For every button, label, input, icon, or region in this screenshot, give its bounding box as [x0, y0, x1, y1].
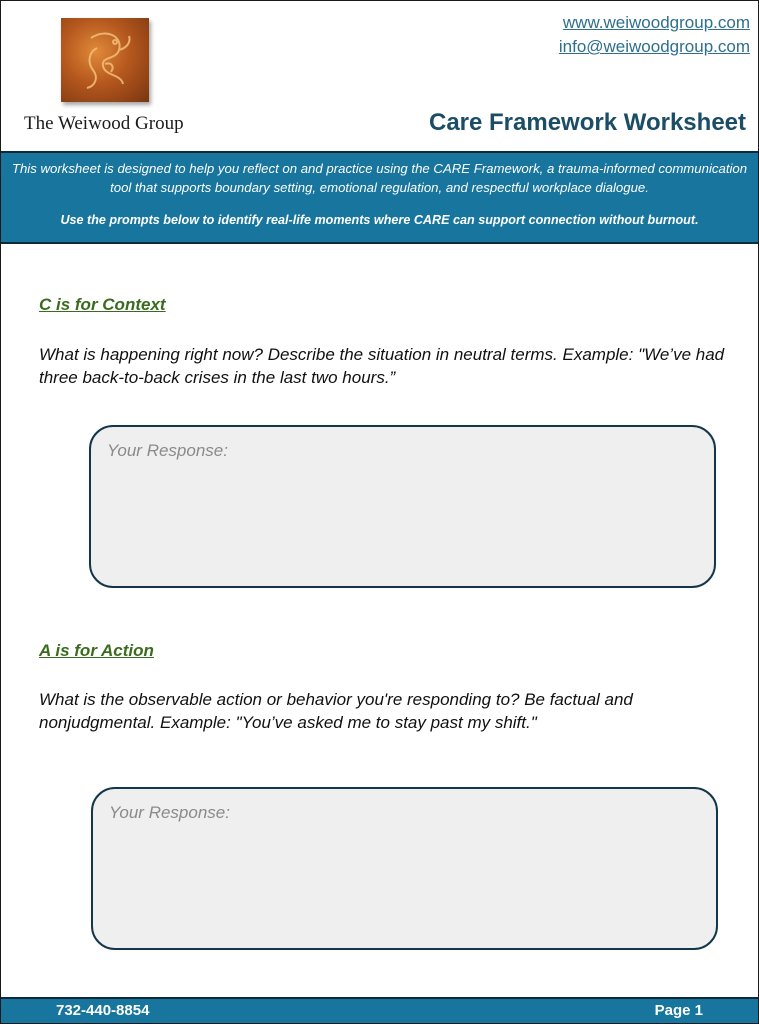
- page-title: Care Framework Worksheet: [428, 109, 746, 136]
- response-box-action[interactable]: [91, 787, 718, 950]
- intro-paragraph: This worksheet is designed to help you reflect on and practice using the CARE Framework, a trauma-informed communication tool that supports boundary setting, emotional regulation, and respectful workplace dialogue.: [11, 161, 748, 195]
- section-heading-action: A is for Action: [39, 641, 154, 660]
- response-label: Your Response:: [109, 803, 230, 822]
- page-footer: [1, 997, 758, 1023]
- prompt-action: What is the observable action or behavior you're responding to? Be factual and nonjudgmental. Example: "You’ve asked me to stay past my shift.": [39, 690, 633, 732]
- section-heading-context: C is for Context: [39, 295, 166, 314]
- footer-phone: 732-440-8854: [56, 1002, 150, 1019]
- response-label: Your Response:: [107, 441, 228, 460]
- intro-banner: [1, 151, 758, 244]
- brand-name: The Weiwood Group: [24, 113, 184, 134]
- email-link[interactable]: info@weiwoodgroup.com: [558, 37, 750, 56]
- website-link[interactable]: www.weiwoodgroup.com: [562, 13, 750, 32]
- contact-links: [559, 11, 750, 59]
- page-number: Page 1: [654, 1002, 703, 1019]
- prompt-context: What is happening right now? Describe the situation in neutral terms. Example: "We’ve had three back-to-back crises in the last two hours.”: [39, 345, 725, 387]
- dragon-logo-icon: [61, 18, 149, 102]
- response-box-context[interactable]: [89, 425, 716, 588]
- intro-instruction: Use the prompts below to identify real-life moments where CARE can support connection without burnout.: [60, 213, 699, 227]
